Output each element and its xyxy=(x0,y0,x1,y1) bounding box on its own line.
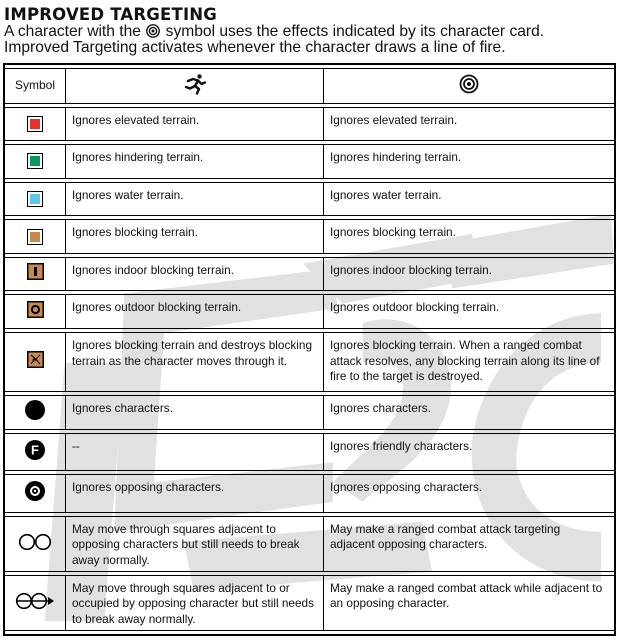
target-effect: Ignores friendly characters. xyxy=(323,433,614,472)
runner-effect: Ignores characters. xyxy=(65,395,323,430)
symbol-cell xyxy=(5,516,65,572)
symbol-cell xyxy=(5,395,65,430)
elevated-terrain-swatch xyxy=(30,119,40,129)
target-icon xyxy=(459,74,479,94)
indoor-blocking-terrain-icon xyxy=(27,263,44,280)
outdoor-blocking-terrain-icon xyxy=(27,301,44,318)
runner-effect: Ignores elevated terrain. xyxy=(65,107,323,142)
symbol-cell xyxy=(5,144,65,179)
runner-effect: -- xyxy=(65,433,323,472)
target-effect: Ignores outdoor blocking terrain. xyxy=(323,294,614,329)
target-effect: Ignores elevated terrain. xyxy=(323,107,614,142)
symbol-cell xyxy=(5,575,65,631)
table-row xyxy=(5,474,614,513)
table-row xyxy=(5,219,614,254)
target-effect: May make a ranged combat attack targeting adjacent opposing characters. xyxy=(323,516,614,572)
target-icon xyxy=(146,24,160,38)
runner-effect: Ignores outdoor blocking terrain. xyxy=(65,294,323,329)
runner-header xyxy=(65,68,323,104)
table-header-row xyxy=(5,68,614,104)
table-row xyxy=(5,257,614,292)
symbol-cell xyxy=(5,219,65,254)
target-effect: Ignores indoor blocking terrain. xyxy=(323,257,614,292)
intro-line-1-before: A character with the xyxy=(4,23,141,40)
table-row xyxy=(5,294,614,329)
targeting-table-frame xyxy=(3,63,616,636)
svg-text:F: F xyxy=(31,442,39,458)
symbol-header: Symbol xyxy=(5,68,65,104)
table-row xyxy=(5,182,614,217)
target-effect: Ignores characters. xyxy=(323,395,614,430)
table-row xyxy=(5,433,614,472)
table-row xyxy=(5,395,614,430)
table-row xyxy=(5,144,614,179)
symbol-cell xyxy=(5,332,65,392)
page-title: IMPROVED TARGETING xyxy=(4,5,218,24)
runner-effect: Ignores indoor blocking terrain. xyxy=(65,257,323,292)
runner-effect: Ignores blocking terrain. xyxy=(65,219,323,254)
intro-text xyxy=(4,24,618,56)
characters-icon xyxy=(24,399,46,421)
runner-effect: May move through squares adjacent to or occupied by opposing character but still needs to break away normally. xyxy=(65,575,323,631)
intro-line-1-after: symbol uses the effects indicated by its character card. xyxy=(165,23,545,40)
adjacent-squares-icon xyxy=(18,533,52,551)
hindering-terrain-swatch xyxy=(30,156,40,166)
target-header xyxy=(323,68,614,104)
target-effect: Ignores water terrain. xyxy=(323,182,614,217)
blocking-terrain-swatch xyxy=(30,232,40,242)
runner-effect: Ignores hindering terrain. xyxy=(65,144,323,179)
symbol-cell xyxy=(5,294,65,329)
target-effect: Ignores blocking terrain. xyxy=(323,219,614,254)
target-effect: Ignores hindering terrain. xyxy=(323,144,614,179)
intro-line-1 xyxy=(4,24,618,40)
opposing-characters-icon xyxy=(24,480,46,502)
target-effect: May make a ranged combat attack while adjacent to an opposing character. xyxy=(323,575,614,631)
blocking-terrain-icon xyxy=(27,229,43,245)
water-terrain-swatch xyxy=(30,194,40,204)
table-row xyxy=(5,575,614,631)
targeting-table xyxy=(5,65,614,634)
target-effect: Ignores blocking terrain. When a ranged combat attack resolves, any blocking terrain along its line of fire to the target is destroyed. xyxy=(323,332,614,392)
runner-effect: Ignores blocking terrain and destroys blocking terrain as the character moves through it. xyxy=(65,332,323,392)
table-row xyxy=(5,516,614,572)
table-row xyxy=(5,107,614,142)
header xyxy=(4,6,618,56)
symbol-cell xyxy=(5,107,65,142)
runner-effect: Ignores opposing characters. xyxy=(65,474,323,513)
table-row xyxy=(5,332,614,392)
symbol-cell xyxy=(5,182,65,217)
symbol-cell xyxy=(5,257,65,292)
runner-effect: Ignores water terrain. xyxy=(65,182,323,217)
occupied-squares-icon xyxy=(15,592,55,610)
runner-icon xyxy=(183,73,207,95)
runner-effect: May move through squares adjacent to opposing characters but still needs to break away normally. xyxy=(65,516,323,572)
hindering-terrain-icon xyxy=(27,153,43,169)
symbol-cell xyxy=(5,433,65,472)
target-effect: Ignores opposing characters. xyxy=(323,474,614,513)
elevated-terrain-icon xyxy=(27,116,43,132)
friendly-characters-icon xyxy=(24,439,46,461)
symbol-cell xyxy=(5,474,65,513)
destroy-blocking-terrain-icon xyxy=(27,351,44,368)
intro-line-2: Improved Targeting activates whenever the character draws a line of fire. xyxy=(4,39,506,56)
water-terrain-icon xyxy=(27,191,43,207)
